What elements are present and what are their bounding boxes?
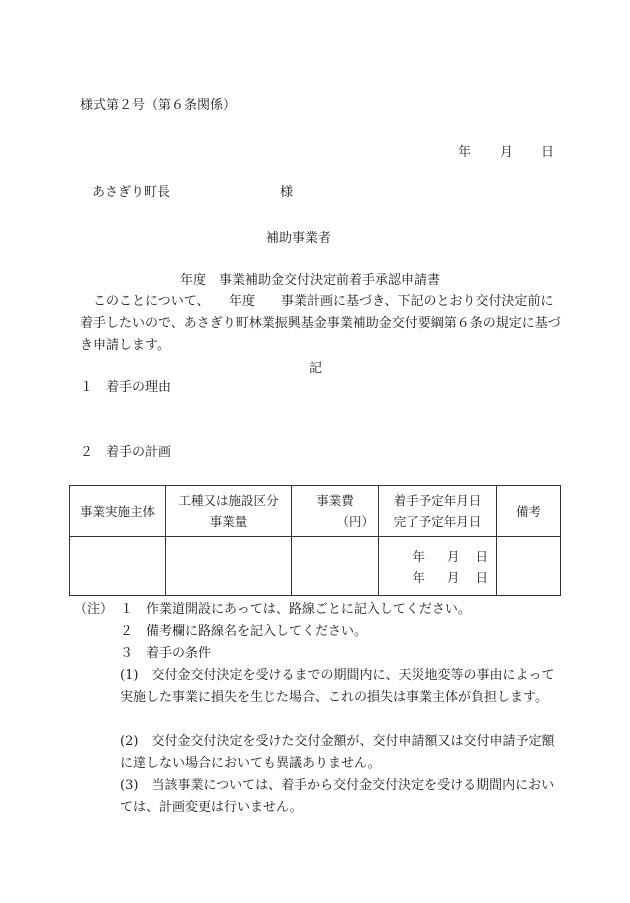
document-title: 年度 事業補助金交付決定前着手承認申請書 xyxy=(180,273,441,288)
applicant-label: 補助事業者 xyxy=(266,231,332,246)
start-month-label: 月 xyxy=(446,549,460,564)
table-header-row xyxy=(70,486,561,537)
note-3-text: 着手の条件 xyxy=(146,646,212,661)
header-remarks: 備考 xyxy=(497,486,561,537)
date-month-label: 月 xyxy=(500,145,514,160)
header-dates xyxy=(379,486,497,537)
plan-table xyxy=(69,485,561,596)
addressee-honorific: 様 xyxy=(280,185,294,200)
header-start-date: 着手予定年月日 xyxy=(393,493,482,508)
section-reason: １ 着手の理由 xyxy=(80,380,172,395)
condition-3 xyxy=(120,775,560,819)
end-month-label: 月 xyxy=(446,570,460,585)
condition-1-text: 交付金交付決定を受けるまでの期間内に、天災地変等の事由によって実施した事業に損失を生じた場合、これの損失は事業主体が負担します。 xyxy=(120,668,555,705)
condition-2-text: 交付金交付決定を受けた交付金額が、交付申請額又は交付申請予定額に達しない場合においても異議ありません。 xyxy=(120,734,555,771)
condition-2 xyxy=(120,731,560,775)
end-year-label: 年 xyxy=(412,570,425,585)
end-day-label: 日 xyxy=(475,570,488,585)
header-cost-unit: （円） xyxy=(336,514,374,529)
header-work-type xyxy=(166,486,292,537)
form-number: 様式第２号（第６条関係） xyxy=(80,98,237,113)
notes-label: （注） xyxy=(74,602,114,617)
table-row xyxy=(70,537,561,596)
cell-work-type[interactable] xyxy=(166,537,292,596)
header-implementer: 事業実施主体 xyxy=(70,486,166,537)
condition-1 xyxy=(120,665,560,709)
note-1-text: 作業道開設にあっては、路線ごとに記入してください。 xyxy=(146,602,471,617)
condition-3-num: (3) xyxy=(120,778,139,793)
addressee-name: あさぎり町長 xyxy=(92,185,171,200)
cell-remarks[interactable] xyxy=(497,537,561,596)
header-cost-title: 事業費 xyxy=(316,493,354,508)
ki-mark: 記 xyxy=(309,361,323,376)
body-text: このことについて、 年度 事業計画に基づき、下記のとおり交付決定前に着手したいので、あさぎり町林業振興基金事業補助金交付要綱第６条の規定に基づき申請します。 xyxy=(80,294,561,353)
date-year-label: 年 xyxy=(458,145,472,160)
cell-implementer[interactable] xyxy=(70,537,166,596)
end-date-placeholder xyxy=(412,568,488,586)
condition-2-num: (2) xyxy=(120,734,139,749)
header-work-type-line2: 事業量 xyxy=(209,514,248,529)
note-1-num: １ xyxy=(120,602,134,617)
note-3-num: ３ xyxy=(120,646,134,661)
condition-3-text: 当該事業については、着手から交付金交付決定を受ける期間内においては、計画変更は行いません。 xyxy=(120,778,555,815)
section-plan: ２ 着手の計画 xyxy=(80,445,172,460)
date-day-label: 日 xyxy=(541,145,555,160)
header-end-date: 完了予定年月日 xyxy=(393,514,482,529)
start-date-placeholder xyxy=(412,547,488,565)
note-2-text: 備考欄に路線名を記入してください。 xyxy=(146,624,368,639)
cell-dates[interactable] xyxy=(379,537,497,596)
cell-cost[interactable] xyxy=(292,537,379,596)
start-day-label: 日 xyxy=(475,549,488,564)
condition-1-num: (1) xyxy=(120,668,139,683)
header-cost xyxy=(292,486,379,537)
start-year-label: 年 xyxy=(412,549,425,564)
header-work-type-line1: 工種又は施設区分 xyxy=(178,493,279,508)
note-2-num: ２ xyxy=(120,624,134,639)
